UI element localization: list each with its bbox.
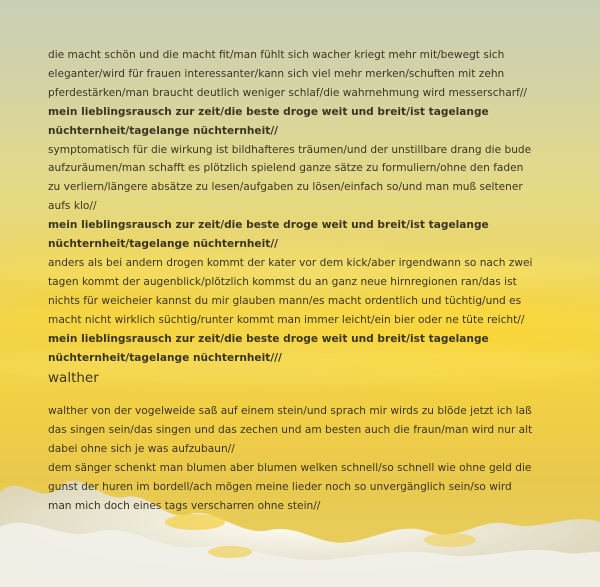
lyric-line: mein lieblingsrausch zur zeit/die beste droge weit und breit/ist tagelange — [48, 332, 489, 345]
lyric-line: nichts für weicheier kannst du mir glauben mann/es macht ordentlich und tüchtig/und es — [48, 294, 522, 307]
lyric-line: pferdestärken/man braucht deutlich weniger schlaf/die wahrnehmung wird messerscharf// — [48, 86, 527, 99]
lyric-line: aufs klo// — [48, 200, 97, 213]
lyric-line: gunst der huren im bordell/ach mögen meine lieder noch so unvergänglich sein/so wird — [48, 480, 512, 493]
lyric-line: aufzuräumen/man schafft es plötzlich spielend ganze sätze zu formuliern/ohne den faden — [48, 162, 524, 175]
lyric-line: mein lieblingsrausch zur zeit/die beste droge weit und breit/ist tagelange — [48, 219, 489, 232]
lyric-line: zu verliern/längere absätze zu lesen/aufgaben zu lösen/einfach so/und man muß seltener — [48, 181, 523, 194]
lyric-line: dem sänger schenkt man blumen aber blumen welken schnell/so schnell wie ohne geld die — [48, 461, 532, 474]
lyric-line: nüchternheit/tagelange nüchternheit// — [48, 238, 279, 251]
lyric-line: symptomatisch für die wirkung ist bildhafteres träumen/und der unstillbare drang die bude — [48, 143, 532, 156]
lyric-line: die macht schön und die macht fit/man fühlt sich wacher kriegt mehr mit/bewegt sich — [48, 49, 505, 61]
lyric-line: walther von der vogelweide saß auf einem stein/und sprach mir wirds zu blöde jetzt ich laß — [48, 405, 532, 417]
lyric-line: nüchternheit/tagelange nüchternheit// — [48, 124, 279, 137]
lyric-line: das singen sein/das singen und das zechen und am besten auch die fraun/man wird nur alt — [48, 423, 533, 436]
song-lyrics-nuechternheit — [48, 46, 578, 367]
song-lyrics-walther — [48, 402, 578, 515]
song-title: walther — [48, 370, 99, 386]
lyric-line: tagen kommt der augenblick/plötzlich kommst du an ganz neue hirnregionen ran/das ist — [48, 275, 517, 288]
lyric-line: anders als bei andern drogen kommt der kater vor dem kick/aber irgendwann so nach zwei — [48, 256, 533, 269]
lyric-line: eleganter/wird für frauen interessanter/kann sich viel mehr merken/schuften mit zehn — [48, 67, 505, 80]
lyric-line: nüchternheit/tagelange nüchternheit/// — [48, 351, 282, 364]
lyric-line: macht nicht wirklich süchtig/runter kommt man immer leicht/ein bier oder ne tüte reicht// — [48, 313, 525, 326]
lyric-line: man mich doch eines tags verscharren ohne stein// — [48, 499, 321, 512]
lyric-line: mein lieblingsrausch zur zeit/die beste droge weit und breit/ist tagelange — [48, 105, 489, 118]
lyric-line: dabei ohne sich je was aufzubaun// — [48, 442, 235, 455]
